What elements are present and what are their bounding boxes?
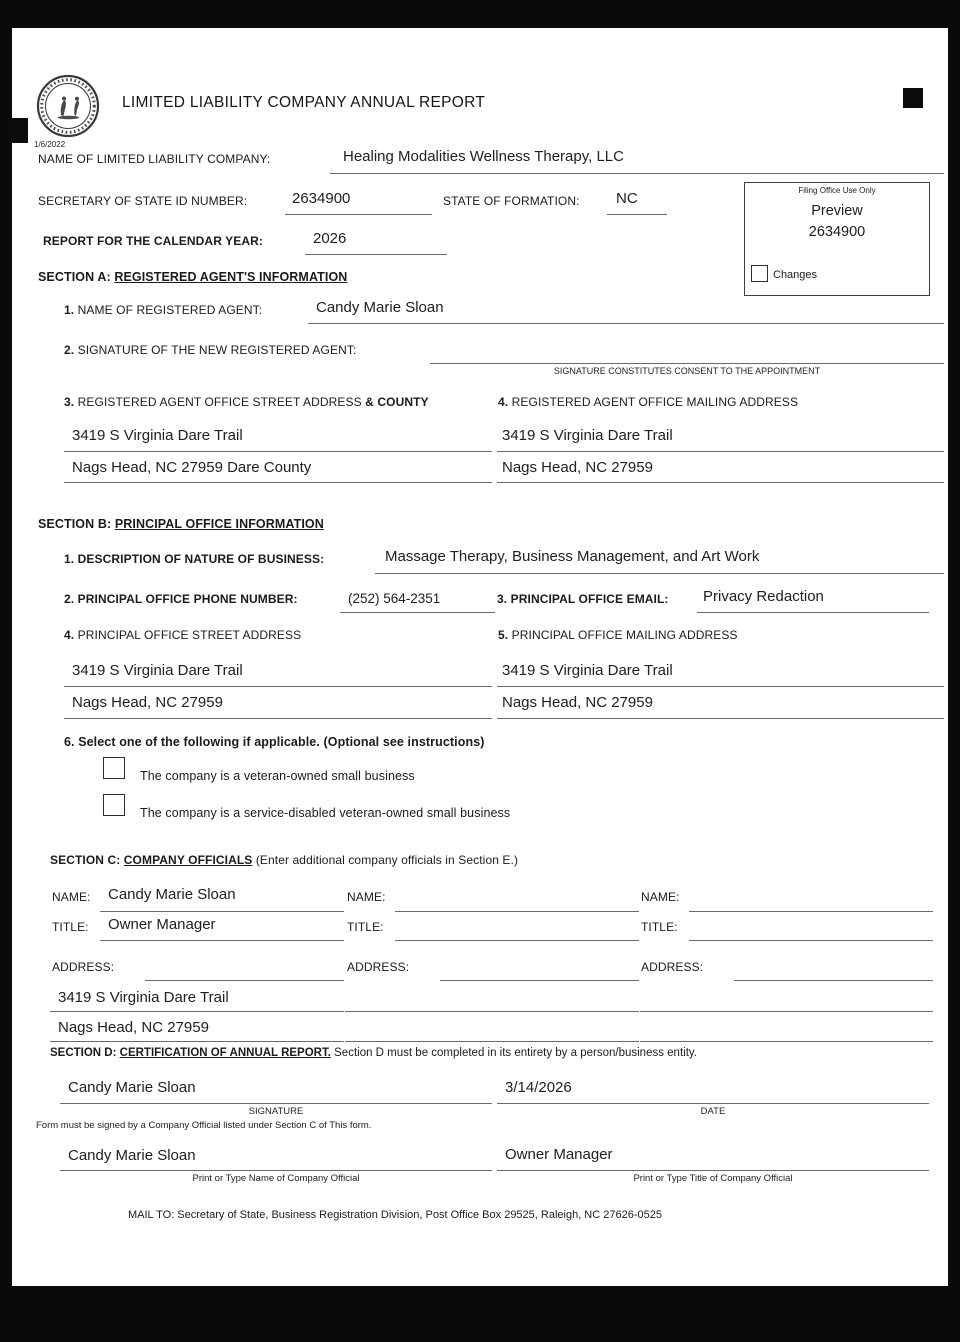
print-name-value: Candy Marie Sloan [68, 1147, 196, 1164]
agent-street-line1-field-line [64, 451, 492, 452]
email-number: 3. [497, 592, 508, 606]
section-c-note: (Enter additional company officials in Section E.) [255, 853, 519, 867]
office-phone-value: (252) 564-2351 [348, 591, 441, 606]
section-d-heading [50, 1047, 697, 1059]
service-disabled-veteran-checkbox[interactable] [103, 794, 125, 816]
agent-name-value: Candy Marie Sloan [316, 299, 444, 316]
nature-of-business-label [64, 552, 324, 566]
office-email-value: Privacy Redaction [703, 588, 824, 605]
section-d-note: Section D must be completed in its entirety by a person/business entity. [334, 1047, 697, 1059]
sos-id-field-line [285, 214, 432, 215]
sos-id-value: 2634900 [292, 190, 351, 207]
seal-caption: 1/6/2022 [34, 140, 66, 149]
calendar-year-value: 2026 [313, 230, 347, 247]
section-c-label: SECTION C: [50, 853, 121, 867]
section-a-heading [38, 270, 347, 284]
office-street-address-header [64, 628, 301, 642]
official3-name-label: NAME: [641, 890, 680, 904]
office-mailing-number: 5. [498, 628, 509, 642]
email-label-text: PRINCIPAL OFFICE EMAIL: [510, 592, 669, 606]
office-street-line1-field-line [64, 686, 492, 687]
agent-street-label-text: REGISTERED AGENT OFFICE STREET ADDRESS [77, 395, 362, 409]
llc-name-label: NAME OF LIMITED LIABILITY COMPANY: [38, 152, 271, 166]
signature-caption: SIGNATURE [248, 1106, 304, 1117]
agent-signature-label-text: SIGNATURE OF THE NEW REGISTERED AGENT: [77, 343, 357, 357]
section-a-label: SECTION A: [38, 270, 111, 284]
agent-mailing-line2: Nags Head, NC 27959 [502, 459, 653, 476]
section-c-title: COMPANY OFFICIALS [123, 853, 253, 867]
agent-name-label-text: NAME OF REGISTERED AGENT: [77, 303, 263, 317]
agent-mailing-label-text: REGISTERED AGENT OFFICE MAILING ADDRESS [511, 395, 799, 409]
office-phone-field-line [340, 612, 495, 613]
official2-name-field-line [395, 911, 639, 912]
nature-label-text: DESCRIPTION OF NATURE OF BUSINESS: [77, 552, 325, 566]
nature-of-business-value: Massage Therapy, Business Management, and Art Work [385, 548, 760, 565]
official1-title-field-line [100, 940, 344, 941]
formation-state-label: STATE OF FORMATION: [443, 194, 580, 208]
agent-signature-field-line [430, 363, 944, 364]
office-mailing-label-text: PRINCIPAL OFFICE MAILING ADDRESS [511, 628, 738, 642]
official1-address-field-line [145, 980, 344, 981]
official2-address-field-line [440, 980, 639, 981]
print-title-value: Owner Manager [505, 1146, 613, 1163]
agent-street-line1: 3419 S Virginia Dare Trail [72, 427, 243, 444]
section-d-label: SECTION D: [50, 1047, 117, 1059]
llc-name-field-line [330, 173, 944, 174]
filing-status: Preview [811, 203, 863, 219]
nc-state-seal-icon [36, 74, 100, 138]
office-phone-label [64, 592, 298, 606]
office-street-line2-field-line [64, 718, 492, 719]
official3-name-field-line [689, 911, 933, 912]
service-disabled-veteran-label: The company is a service-disabled veteran-owned small business [140, 806, 511, 820]
office-mailing-line2-field-line [497, 718, 944, 719]
official3-address-label: ADDRESS: [641, 960, 704, 974]
signature-form-note: Form must be signed by a Company Official listed under Section C of This form. [36, 1120, 372, 1131]
official2-address-label: ADDRESS: [347, 960, 410, 974]
veteran-owned-label: The company is a veteran-owned small business [140, 769, 415, 783]
agent-street-county-suffix: & COUNTY [365, 395, 429, 409]
office-email-label [497, 592, 669, 606]
official2-address2-field-line [345, 1041, 639, 1042]
office-mailing-address-header [498, 628, 738, 642]
agent-mailing-line1: 3419 S Virginia Dare Trail [502, 427, 673, 444]
veteran-select-label: 6. Select one of the following if applicable. (Optional see instructions) [64, 735, 485, 749]
left-edge-registration-mark [8, 118, 28, 143]
nature-number: 1. [64, 552, 75, 566]
section-d-title: CERTIFICATION OF ANNUAL REPORT. [119, 1047, 331, 1059]
phone-label-text: PRINCIPAL OFFICE PHONE NUMBER: [77, 592, 298, 606]
agent-street-line2-field-line [64, 482, 492, 483]
section-b-heading [38, 517, 324, 531]
agent-street-line2: Nags Head, NC 27959 Dare County [72, 459, 312, 476]
corner-registration-mark [903, 88, 923, 108]
official2-title-label: TITLE: [347, 920, 384, 934]
office-street-line2: Nags Head, NC 27959 [72, 694, 223, 711]
phone-number-num: 2. [64, 592, 75, 606]
official1-address-label: ADDRESS: [52, 960, 115, 974]
agent-mailing-line1-field-line [497, 451, 944, 452]
agent-mailing-number: 4. [498, 395, 509, 409]
official3-address-field-line [734, 980, 933, 981]
veteran-owned-checkbox[interactable] [103, 757, 125, 779]
official1-address1-field-line [50, 1011, 344, 1012]
agent-signature-caption: SIGNATURE CONSTITUTES CONSENT TO THE APPOINTMENT [553, 366, 821, 376]
official3-address2-field-line [640, 1041, 933, 1042]
official3-address1-field-line [640, 1011, 933, 1012]
certification-date-value: 3/14/2026 [505, 1079, 572, 1096]
changes-checkbox[interactable] [751, 265, 768, 282]
changes-checkbox-label: Changes [773, 269, 818, 281]
section-c-heading [50, 853, 518, 867]
official1-address1-value: 3419 S Virginia Dare Trail [58, 989, 229, 1006]
official1-name-field-line [100, 911, 344, 912]
office-street-line1: 3419 S Virginia Dare Trail [72, 662, 243, 679]
mail-to-line: MAIL TO: Secretary of State, Business Registration Division, Post Office Box 29525, Raleigh, NC 27626-0525 [128, 1209, 662, 1221]
filing-office-box-header: Filing Office Use Only [798, 186, 876, 195]
agent-name-label [64, 303, 262, 317]
sos-id-label: SECRETARY OF STATE ID NUMBER: [38, 194, 248, 208]
official1-title-value: Owner Manager [108, 916, 216, 933]
agent-mailing-address-header [498, 395, 798, 409]
agent-street-address-header [64, 395, 429, 409]
calendar-year-field-line [305, 254, 447, 255]
official1-title-label: TITLE: [52, 920, 89, 934]
section-a-title: REGISTERED AGENT'S INFORMATION [114, 270, 348, 284]
filing-id: 2634900 [808, 224, 866, 240]
formation-state-value: NC [616, 190, 638, 207]
certification-signature-value: Candy Marie Sloan [68, 1079, 196, 1096]
filing-office-box [744, 182, 930, 296]
date-caption: DATE [700, 1106, 726, 1117]
agent-name-field-line [308, 323, 944, 324]
certification-date-field-line [497, 1103, 929, 1104]
official1-address2-field-line [50, 1041, 344, 1042]
official2-name-label: NAME: [347, 890, 386, 904]
certification-signature-field-line [60, 1103, 492, 1104]
section-b-label: SECTION B: [38, 517, 112, 531]
office-street-label-text: PRINCIPAL OFFICE STREET ADDRESS [77, 628, 302, 642]
office-mailing-line1-field-line [497, 686, 944, 687]
official2-address1-field-line [345, 1011, 639, 1012]
agent-street-number: 3. [64, 395, 75, 409]
agent-signature-label [64, 343, 356, 357]
office-email-field-line [697, 612, 929, 613]
section-b-title: PRINCIPAL OFFICE INFORMATION [114, 517, 324, 531]
official3-title-field-line [689, 940, 933, 941]
page-title: LIMITED LIABILITY COMPANY ANNUAL REPORT [122, 94, 486, 111]
annual-report-form-page [12, 28, 948, 1286]
agent-name-number: 1. [64, 303, 75, 317]
official1-name-value: Candy Marie Sloan [108, 886, 236, 903]
calendar-year-label: REPORT FOR THE CALENDAR YEAR: [43, 234, 264, 248]
agent-mailing-line2-field-line [497, 482, 944, 483]
print-title-field-line [497, 1170, 929, 1171]
official1-name-label: NAME: [52, 890, 91, 904]
nature-of-business-field-line [375, 573, 944, 574]
print-name-field-line [60, 1170, 492, 1171]
office-street-number: 4. [64, 628, 75, 642]
print-name-caption: Print or Type Name of Company Official [192, 1173, 360, 1184]
official1-address2-value: Nags Head, NC 27959 [58, 1019, 209, 1036]
llc-name-value: Healing Modalities Wellness Therapy, LLC [343, 148, 624, 165]
formation-state-field-line [607, 214, 667, 215]
official2-title-field-line [395, 940, 639, 941]
official3-title-label: TITLE: [641, 920, 678, 934]
office-mailing-line2: Nags Head, NC 27959 [502, 694, 653, 711]
print-title-caption: Print or Type Title of Company Official [633, 1173, 793, 1184]
agent-signature-number: 2. [64, 343, 75, 357]
office-mailing-line1: 3419 S Virginia Dare Trail [502, 662, 673, 679]
